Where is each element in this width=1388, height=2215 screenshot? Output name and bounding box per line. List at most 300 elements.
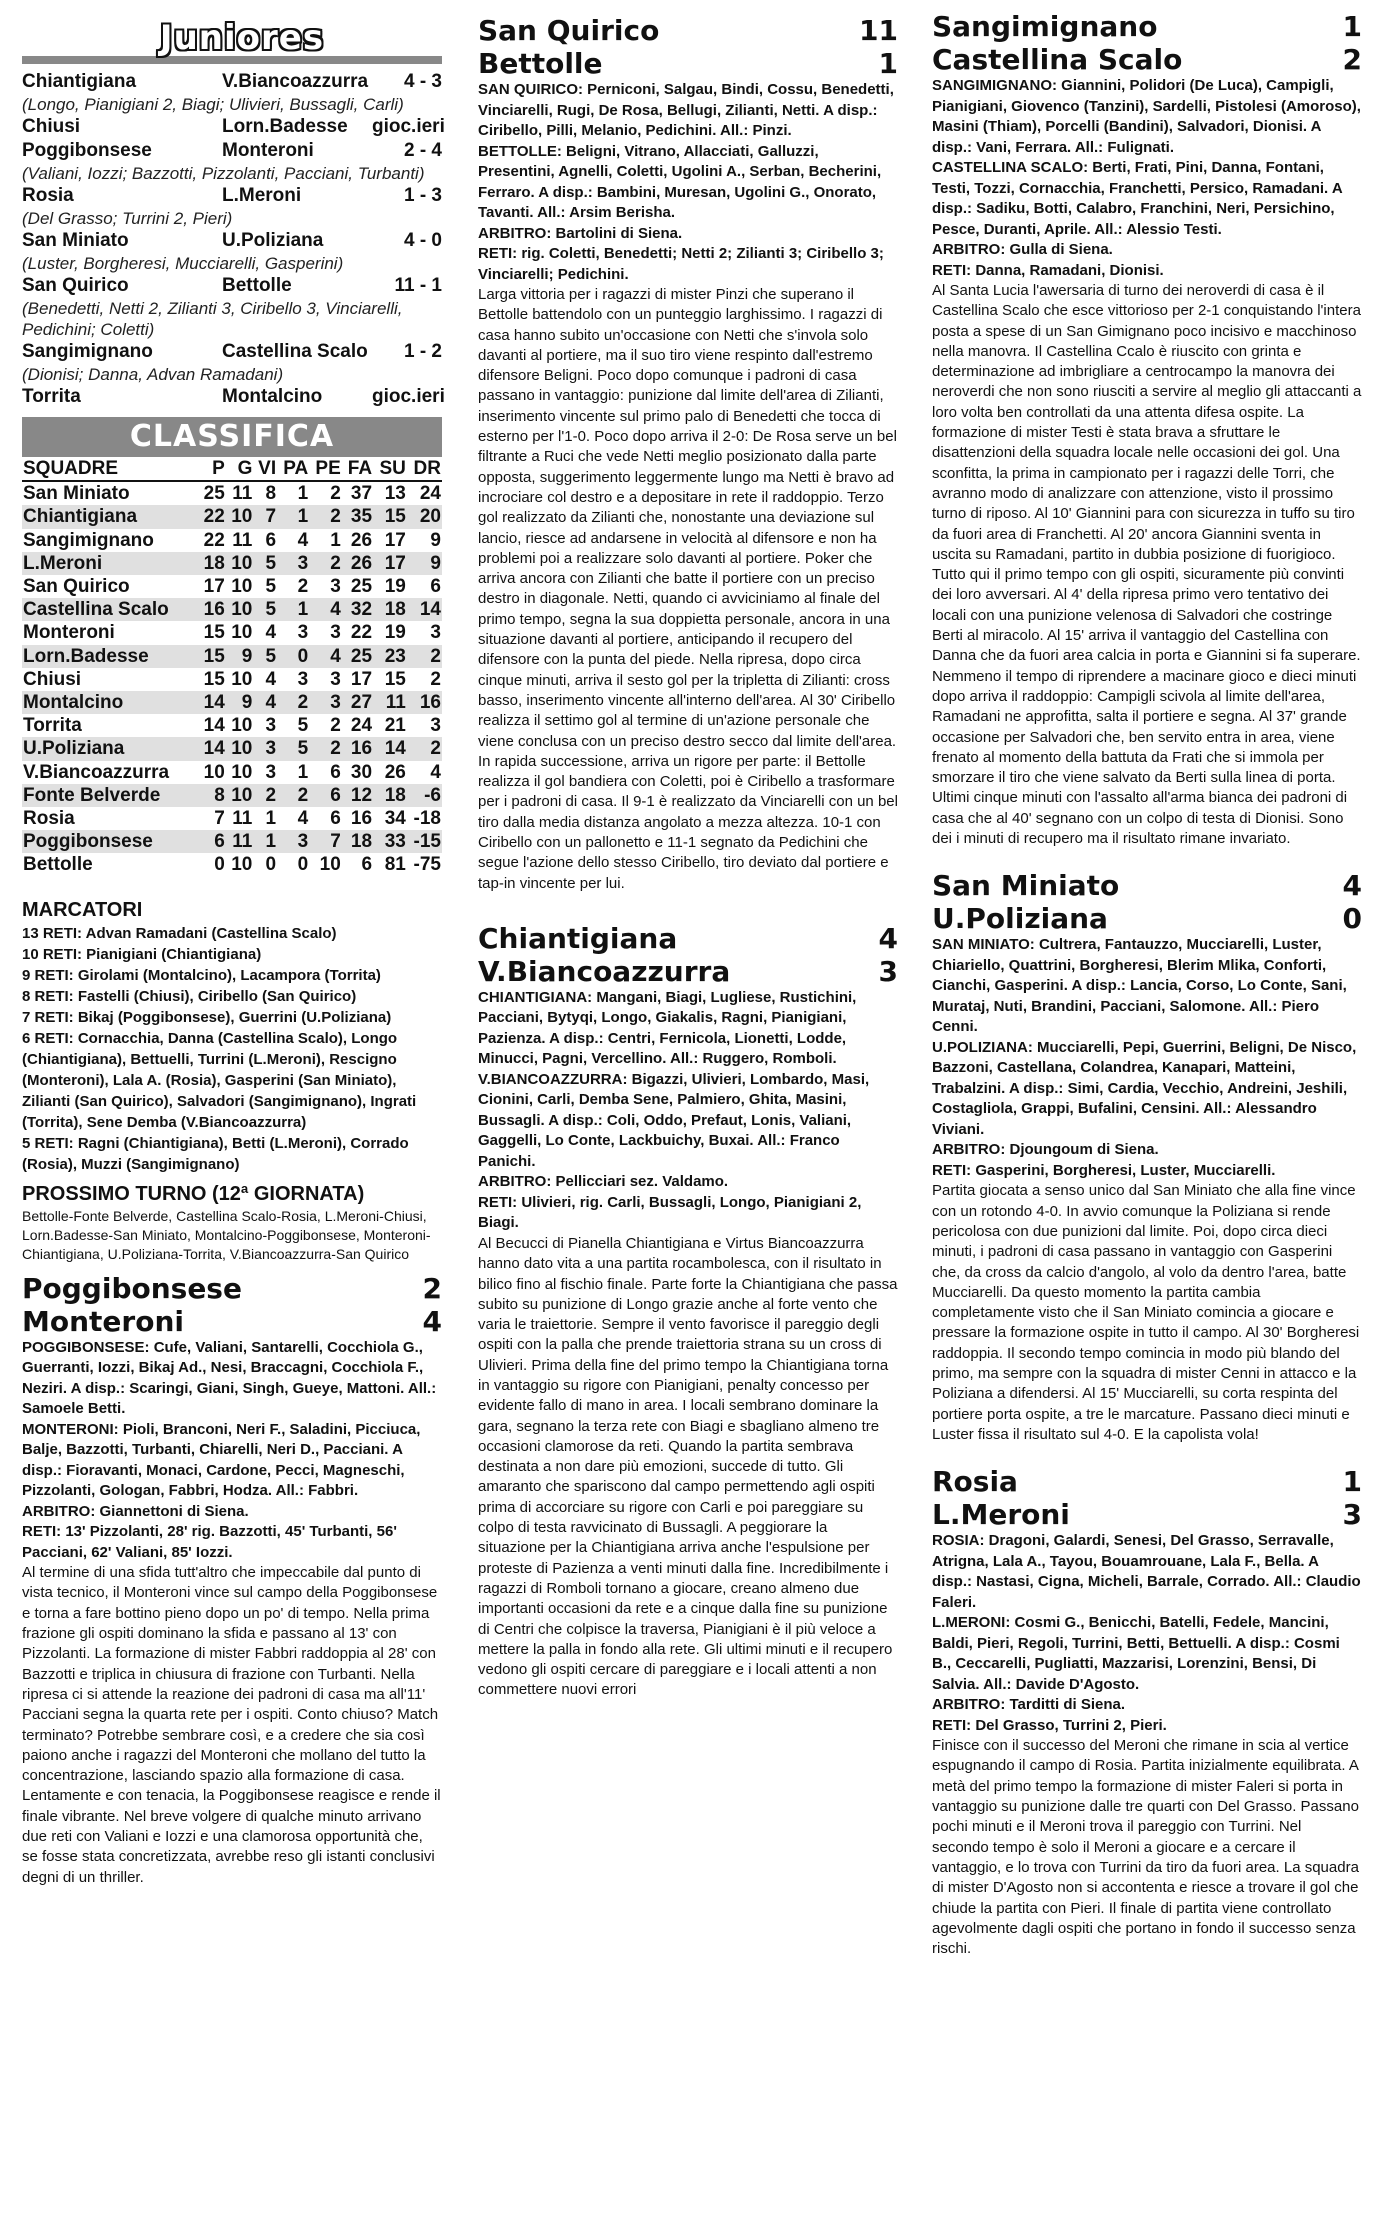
stat-cell: 5: [265, 599, 277, 621]
lineup-home: ROSIA: Dragoni, Galardi, Senesi, Del Grasso, Serravalle, Atrigna, Lala A., Tayou, Bouamrouane, Lala F., Bella. A disp.: Nastasi, Cigna, Micheli, Barrale, Corrado. All.: Claudio Faleri.: [932, 1532, 1361, 1611]
match-sanquirico-bettolle: [478, 14, 898, 894]
stat-cell: 15: [384, 668, 406, 690]
standings-row: [22, 761, 442, 784]
standings-row: [22, 784, 442, 807]
stat-cell: 10: [319, 854, 341, 876]
stat-cell: 24: [350, 715, 373, 737]
lineup-away: L.MERONI: Cosmi G., Benicchi, Batelli, Fedele, Mancini, Baldi, Pieri, Regoli, Turrini, Betti, Bettuelli. A disp.: Cosmi B., Ceccarelli, Pugliatti, Mazzarisi, Lorenzini, Bensi, Di Salvia. All.: Davide D'Agosto.: [932, 1614, 1340, 1693]
home-team: Torrita: [22, 386, 81, 407]
col-header: DR: [407, 457, 442, 481]
stat-cell: 8: [265, 483, 277, 505]
away-goals: 2: [1342, 43, 1362, 76]
standings-row: [22, 737, 442, 760]
stat-cell: 5: [265, 645, 277, 667]
home-team: Chiantigiana: [478, 921, 678, 955]
marcatori-item: 7 RETI: Bikaj (Poggibonsese), Guerrini (U.Poliziana): [22, 1008, 392, 1026]
stat-cell: 0: [297, 645, 309, 667]
standings-row: [22, 691, 442, 714]
stat-cell: 3: [330, 668, 341, 690]
lineup-home: SAN MINIATO: Cultrera, Fantauzzo, Mucciarelli, Luster, Chiariello, Quattrini, Borgheresi, Blerim Mlika, Conforti, Cianchi, Gasperini. A disp.: Lancia, Corso, Lo Conte, Sani, Murataj, Nuti, Brandini, Pacciani, Salomone. All.: Piero Cenni.: [932, 936, 1347, 1036]
stat-cell: 16: [419, 692, 441, 714]
stat-cell: 12: [350, 784, 373, 806]
away-goals: 3: [1342, 1498, 1362, 1532]
home-team: Poggibonsese: [22, 140, 152, 161]
stat-cell: 11: [232, 831, 253, 853]
stat-cell: 37: [350, 483, 373, 505]
home-team: Poggibonsese: [22, 1271, 242, 1305]
match-lineups: [932, 76, 1362, 281]
team-name: Montalcino: [23, 692, 124, 714]
away-team: Castellina Scalo: [222, 341, 368, 362]
home-goals: 4: [1342, 869, 1362, 903]
stat-cell: 17: [350, 668, 373, 690]
away-team: Bettolle: [478, 47, 603, 80]
home-team: Chiusi: [22, 116, 81, 137]
stat-cell: 35: [350, 506, 373, 528]
stat-cell: 2: [330, 506, 341, 528]
stat-cell: 24: [419, 483, 441, 505]
stat-cell: 17: [384, 552, 406, 574]
away-goals: 3: [878, 954, 898, 988]
score: gioc.ieri: [372, 116, 445, 137]
marcatori-item: 5 RETI: Ragni (Chiantigiana), Betti (L.Meroni), Corrado (Rosia), Muzzi (Sangimignano): [22, 1134, 409, 1173]
stat-cell: 14: [203, 692, 225, 714]
match-rosia-meroni: [932, 1465, 1362, 1959]
match-report: Partita giocata a senso unico dal San Miniato che alla fine vince con un rotondo 4-0. In avvio comunque la Poliziana si rende pericolosa con due punizioni dal limite. Poi, dopo circa dieci minuti, i padroni di casa passano in vantaggio con Gasperini che, da cross da calcio d'angolo, al volo da dentro l'area, batte Mucciarelli. Da questo momento la partita cambia completamente visto che il San Miniato comincia a giocare e pressare la formazione ospite in tutto il campo. Al 30' Borgheresi raddoppia. Il secondo tempo comincia in modo più blando del primo, ma sempre con la squadra di mister Cenni in attacco e la Poliziana a difendersi. Al 15' Mucciarelli, su corta respinta del portiere porta ospite, a tre le marcature. Passano dieci minuti e Luster fissa il risultato sul 4-0. E la capolista vola!: [932, 1182, 1360, 1443]
home-goals: 1: [1342, 10, 1362, 43]
stat-cell: 2: [297, 576, 309, 598]
stat-cell: 3: [297, 622, 309, 644]
referee: ARBITRO: Gulla di Siena.: [932, 241, 1113, 258]
lineup-home: SAN QUIRICO: Perniconi, Salgau, Bindi, Cossu, Benedetti, Vinciarelli, Rugi, De Rosa, Bellugi, Zilianti, Netti. A disp.: Ciribello, Pilli, Melanio, Pedichini. All.: Pinzi.: [478, 81, 894, 139]
stat-cell: 4: [297, 808, 309, 830]
match-lineups: [478, 988, 898, 1234]
stat-cell: 7: [330, 831, 341, 853]
stat-cell: 1: [297, 483, 309, 505]
stat-cell: 9: [241, 692, 253, 714]
scorers: (Luster, Borgheresi, Mucciarelli, Gasperini): [22, 254, 344, 273]
stat-cell: 3: [430, 622, 441, 644]
stat-cell: 1: [297, 761, 309, 783]
stat-cell: 10: [231, 761, 253, 783]
stat-cell: 10: [231, 715, 253, 737]
stat-cell: 4: [265, 622, 277, 644]
home-team: Sangimignano: [22, 341, 153, 362]
stat-cell: 2: [330, 483, 341, 505]
stat-cell: 6: [430, 576, 441, 598]
home-team: Chiantigiana: [22, 71, 137, 92]
away-team: U.Poliziana: [932, 902, 1108, 936]
stat-cell: 3: [297, 831, 309, 853]
away-team: V.Biancoazzurra: [222, 71, 369, 92]
stat-cell: 4: [265, 692, 277, 714]
stat-cell: 9: [430, 552, 441, 574]
stat-cell: 26: [350, 529, 373, 551]
team-name: U.Poliziana: [23, 738, 125, 760]
match-lineups: [932, 1531, 1362, 1736]
stat-cell: 11: [232, 483, 253, 505]
away-team: Monteroni: [222, 140, 314, 161]
stat-cell: 2: [430, 645, 441, 667]
team-name: Castellina Scalo: [23, 599, 169, 621]
stat-cell: 2: [430, 738, 441, 760]
goals: RETI: rig. Coletti, Benedetti; Netti 2; Zilianti 3; Ciribello 3; Vinciarelli; Pedichini.: [478, 245, 884, 283]
stat-cell: 6: [214, 831, 225, 853]
stat-cell: 5: [265, 552, 277, 574]
standings-row: [22, 714, 442, 737]
result-item: [22, 184, 442, 229]
home-team: San Miniato: [932, 869, 1120, 903]
stat-cell: 0: [265, 854, 277, 876]
stat-cell: 25: [350, 645, 373, 667]
stat-cell: 14: [384, 738, 406, 760]
stat-cell: 18: [350, 831, 373, 853]
match-sangimignano-castellina: [932, 10, 1362, 849]
standings-row: [22, 853, 442, 876]
stat-cell: 17: [384, 529, 406, 551]
stat-cell: 3: [265, 715, 277, 737]
stat-cell: 16: [350, 808, 373, 830]
stat-cell: 26: [350, 552, 373, 574]
match-lineups: [478, 80, 898, 285]
standings-row: [22, 529, 442, 552]
lineup-away: CASTELLINA SCALO: Berti, Frati, Pini, Danna, Fontani, Testi, Tozzi, Cornacchia, Franchetti, Persico, Ramadani. A disp.: Sadiku, Botti, Calabro, Franchini, Neri, Persichino, Pesce, Duranti, Aprile. All.: Alessio Testi.: [932, 159, 1343, 238]
stat-cell: 22: [350, 622, 373, 644]
stat-cell: 2: [265, 784, 277, 806]
column-middle: [478, 0, 898, 1701]
referee: ARBITRO: Pellicciari sez. Valdamo.: [478, 1173, 729, 1191]
away-goals: 4: [422, 1304, 442, 1338]
column-right: [932, 0, 1362, 1959]
away-team: Lorn.Badesse: [222, 116, 348, 137]
team-name: San Quirico: [23, 576, 130, 598]
match-report: Al Becucci di Pianella Chiantigiana e Virtus Biancoazzurra hanno dato vita a una partita rocambolesca, con il risultato in bilico fino al fischio finale. Parte forte la Chiantigiana che passa subito su punizione di Longo grazie anche al forte vento che varia le traiettorie. Sempre il vento favorisce il pareggio degli ospiti con la palla che prende traiettoria strana su un cross di Ulivieri. Prima della fine del primo tempo la Chiantigiana torna in vantaggio su rigore con Pianigiani, penalty concesso per evidente fallo di mano in area. I locali sembrano dominare la gara, segnano la terza rete con Biagi e sbagliano almeno tre occasioni clamorose da reti. Quando la partita sembrava destinata a non dare più emozioni, succede di tutto. Gli amaranto che sparisconο dal campo permettendo agli ospiti prima di accorciare su rigore con Carli e poi pareggiare su colpo di testa ravvicinato di Bussagli. A peggiorare la situazione per la Chiantigiana arriva anche l'espulsione per proteste di Pazienza a venti minuti dalla fine. Incredibilmente i ragazzi di Romboli tornano a giocare, creano almeno due importanti occasioni da rete e a cinque dalla fine su punizione di Centri che colpisce la traversa, Pianigiani è il più veloce a mettere la palla in fondo alla rete. Gli ultimi minuti e il recupero vedono gli ospiti cercare di pareggiare e i locali attenti a non commettere nuovi errori: [478, 1234, 898, 1699]
stat-cell: 32: [350, 599, 373, 621]
juniores-title: Juniores: [92, 16, 392, 60]
stat-cell: 6: [265, 529, 277, 551]
team-name: Rosia: [23, 808, 75, 830]
home-team: Rosia: [22, 185, 74, 206]
marcatori-item: 10 RETI: Pianigiani (Chiantigiana): [22, 945, 262, 963]
home-goals: 1: [1342, 1465, 1362, 1499]
stat-cell: 11: [232, 808, 253, 830]
stat-cell: 5: [297, 715, 309, 737]
score: gioc.ieri: [372, 386, 445, 407]
home-team: Sangimignano: [932, 10, 1158, 43]
stat-cell: 3: [330, 622, 341, 644]
team-name: Sangimignano: [23, 529, 154, 551]
lineup-away: U.POLIZIANA: Mucciarelli, Pepi, Guerrini, Beligni, De Nisco, Bazzoni, Castellana, Colandrea, Kanapari, Matteini, Trabalzini. A disp.: Simi, Cardia, Vecchio, Andreini, Jeshili, Costagliola, Grappi, Bufalini, Censini. All.: Alessandro Viviani.: [932, 1038, 1357, 1138]
stat-cell: 8: [214, 784, 225, 806]
stat-cell: 18: [203, 552, 225, 574]
stat-cell: 14: [419, 599, 441, 621]
stat-cell: 3: [330, 692, 341, 714]
col-header: SQUADRE: [22, 457, 198, 481]
marcatori-list: [22, 923, 442, 1175]
classifica-title: CLASSIFICA: [22, 417, 442, 457]
standings-row: [22, 552, 442, 575]
stat-cell: 18: [384, 599, 406, 621]
stat-cell: 4: [330, 599, 341, 621]
scorers: (Valiani, Iozzi; Bazzotti, Pizzolanti, Pacciani, Turbanti): [22, 164, 425, 183]
stat-cell: 6: [361, 854, 373, 876]
scorers: (Dionisi; Danna, Advan Ramadani): [22, 365, 284, 384]
prossimo-turno-title: PROSSIMO TURNO (12ª GIORNATA): [22, 1182, 365, 1205]
result-item: [22, 115, 445, 139]
stat-cell: 4: [297, 529, 309, 551]
referee: ARBITRO: Tarditti di Siena.: [932, 1696, 1126, 1714]
stat-cell: 10: [231, 668, 253, 690]
stat-cell: 9: [241, 645, 253, 667]
away-goals: 0: [1342, 902, 1362, 936]
result-item: [22, 229, 442, 274]
stat-cell: 19: [384, 622, 406, 644]
scorers: (Del Grasso; Turrini 2, Pieri): [22, 209, 233, 228]
home-goals: 2: [422, 1271, 442, 1305]
match-lineups: [22, 1338, 442, 1564]
stat-cell: 21: [384, 715, 406, 737]
col-header: P: [198, 457, 226, 481]
stat-cell: 15: [203, 622, 225, 644]
stat-cell: 16: [350, 738, 373, 760]
stat-cell: 3: [265, 738, 277, 760]
match-report: Larga vittoria per i ragazzi di mister Pinzi che superano il Bettolle battendolo con un punteggio larghissimo. I ragazzi di casa hanno subito un'occasione con Netti che s'invola solo davanti al portiere, ma il suo tiro viene respinto dall'estremo difensore Beligni. Poco dopo comunque i padroni di casa passano in vantaggio: punizione dal limite dell'area di Zilianti, inserimento vincente sul primo palo di Benedetti che tocca di esterno per l'1-0. Poco dopo arriva il 2-0: De Rosa serve un bel filtrante a Ruci che vede Netti meglio posizionato dalla parte opposta, suggerimento leggermente lungo ma Netti è bravo ad incrociare col destro e a depositare in rete il raddoppio. Terzo gol realizzato da Zilianti che, nonostante una deviazione sul lancio, riesce ad andarsene in velocità al difensore e non ha problemi poi a realizzare solo davanti al portiere. Poker che arriva ancora con Zilianti che batte il portiere con un preciso destro in diagonale. Netti, quando ci avviciniamo al finale del primo tempo, segna la sua doppietta personale, ancora in una situazione davanti al portiere, anticipando il recupero del difensore con la punta del piede. Nella ripresa, dopo circa cinque minuti, arriva il sesto gol per la tripletta di Zilianti: cross basso, inserimento vincente all'interno dell'area. Al 30' Ciribello realizza il settimo gol al termine di un'azione personale che viene conclusa con un preciso destro secco dal limite dell'area. In rapida successione, arriva un rigore per parte: il Bettolle realizza il gol bandiera con Coletti, poi è Ciribello a trasformare per i padroni di casa. Il 9-1 è realizzato da Vinciarelli con un bel tiro dalla media distanza angolato a mezza altezza. 10-1 con Ciribello con un pallonetto e 11-1 segnato da Pedichini che segue l'azione dello stesso Ciribello, tiro deviato dal portiere e tap-in vincente per lui.: [478, 286, 898, 892]
stat-cell: 25: [203, 483, 225, 505]
stat-cell: 23: [384, 645, 406, 667]
team-name: Lorn.Badesse: [23, 645, 149, 667]
score: 2 - 4: [403, 140, 442, 161]
stat-cell: 15: [384, 506, 406, 528]
stat-cell: 10: [231, 738, 253, 760]
stat-cell: 11: [232, 529, 253, 551]
col-header: PA: [277, 457, 309, 481]
home-team: Rosia: [932, 1465, 1018, 1499]
marcatori-item: 6 RETI: Cornacchia, Danna (Castellina Scalo), Longo (Chiantigiana), Bettuelli, Turrini (L.Meroni), Rescigno (Monteroni), Lala A. (Rosia), Gasperini (San Miniato), Zilianti (San Quirico), Salvadori (Sangimignano), Ingrati (Torrita), Sene Demba (V.Biancoazzurra): [22, 1029, 417, 1131]
team-name: V.Biancoazzurra: [23, 761, 170, 783]
stat-cell: 33: [384, 831, 406, 853]
referee: ARBITRO: Bartolini di Siena.: [478, 224, 683, 242]
stat-cell: 3: [265, 761, 277, 783]
stat-cell: -6: [424, 784, 441, 806]
stat-cell: 4: [330, 645, 341, 667]
team-name: Bettolle: [23, 854, 93, 876]
standings-header-row: [22, 457, 442, 481]
away-goals: 1: [878, 47, 898, 80]
score: 1 - 3: [403, 185, 442, 206]
stat-cell: 25: [350, 576, 373, 598]
stat-cell: 14: [203, 738, 225, 760]
col-header: SU: [373, 457, 407, 481]
team-name: San Miniato: [23, 483, 130, 505]
stat-cell: 3: [330, 576, 341, 598]
result-item: [22, 340, 442, 385]
result-item: [22, 139, 442, 184]
lineup-home: CHIANTIGIANA: Mangani, Biagi, Lugliese, Rustichini, Pacciani, Bytyqi, Longo, Giakalis, Ragni, Pianigiani, Pazienza. A disp.: Centri, Fernicola, Lionetti, Lodde, Minucci, Pagni, Vercellino. All.: Ruggero, Romboli.: [478, 988, 857, 1068]
stat-cell: 2: [330, 715, 341, 737]
stat-cell: 4: [430, 761, 441, 783]
home-goals: 4: [878, 921, 898, 955]
standings-row: [22, 668, 442, 691]
stat-cell: 22: [203, 529, 225, 551]
home-team: San Quirico: [478, 14, 660, 47]
stat-cell: 11: [385, 692, 406, 714]
stat-cell: 34: [384, 808, 406, 830]
standings-row: [22, 807, 442, 830]
referee: ARBITRO: Giannettoni di Siena.: [22, 1502, 249, 1520]
marcatori-item: 9 RETI: Girolami (Montalcino), Lacampora (Torrita): [22, 966, 381, 984]
home-team: San Miniato: [22, 230, 129, 251]
stat-cell: 10: [231, 854, 253, 876]
stat-cell: 3: [297, 668, 309, 690]
match-lineups: [932, 935, 1362, 1181]
lineup-away: MONTERONI: Pioli, Branconi, Neri F., Saladini, Picciuca, Balje, Bazzotti, Turbanti, Chiarelli, Neri D., Pacciani. A disp.: Fioravanti, Monaci, Cardone, Pecci, Magneschi, Pizzolanti, Gologan, Fabbri, Hodza. All.: Fabbri.: [22, 1420, 421, 1500]
standings-row: [22, 621, 442, 644]
stat-cell: 27: [350, 692, 373, 714]
stat-cell: 4: [265, 668, 277, 690]
stat-cell: 3: [430, 715, 441, 737]
lineup-away: BETTOLLE: Beligni, Vitrano, Allacciati, Galluzzi, Presentini, Agnelli, Coletti, Ugolini A., Serban, Becherini, Ferraro. A disp.: Bambini, Muresan, Ugolini G., Onorato, Tavanti. All.: Arsim Berisha.: [478, 142, 882, 221]
team-name: Monteroni: [23, 622, 115, 644]
stat-cell: 10: [231, 784, 253, 806]
referee: ARBITRO: Djoungoum di Siena.: [932, 1141, 1159, 1159]
goals: RETI: Danna, Ramadani, Dionisi.: [932, 261, 1164, 279]
prossimo-turno-text: Bettolle-Fonte Belverde, Castellina Scalo-Rosia, L.Meroni-Chiusi, Lorn.Badesse-San Miniato, Montalcino-Poggibonsese, Monteroni-Chiantigiana, U.Poliziana-Torrita, V.Biancoazzurra-San Quirico: [22, 1207, 431, 1262]
home-goals: 11: [859, 14, 898, 47]
col-header: VI: [253, 457, 277, 481]
marcatori-item: 13 RETI: Advan Ramadani (Castellina Scalo): [22, 924, 337, 942]
score: 4 - 3: [403, 71, 442, 92]
standings-row: [22, 575, 442, 598]
away-team: Monteroni: [22, 1304, 184, 1338]
stat-cell: -15: [413, 831, 441, 853]
stat-cell: 1: [265, 808, 277, 830]
result-item: [22, 70, 442, 115]
standings-row: [22, 645, 442, 668]
scorers: (Longo, Pianigiani 2, Biagi; Ulivieri, Bussagli, Carli): [22, 95, 404, 114]
stat-cell: 3: [297, 552, 309, 574]
stat-cell: 14: [203, 715, 225, 737]
stat-cell: 0: [297, 854, 309, 876]
standings-row: [22, 830, 442, 853]
stat-cell: 19: [384, 576, 406, 598]
standings-row: [22, 505, 442, 528]
team-name: Fonte Belverde: [23, 784, 161, 806]
stat-cell: 10: [231, 599, 253, 621]
away-team: Castellina Scalo: [932, 43, 1183, 76]
score: 1 - 2: [403, 341, 442, 362]
match-report: Al termine di una sfida tutt'altro che impeccabile dal punto di vista tecnico, il Monteroni vince sul campo della Poggibonsese e torna a fare bottino pieno dopo un po' di tempo. Nella prima frazione gli ospiti dominano la sfida e passano al 13' con Pizzolanti. La formazione di mister Fabbri raddoppia al 28' con Bazzotti e triplica in chiusura di frazione con Turbanti. Nella ripresa ci si attende la reazione dei padroni di casa ma all'11' Pacciani segna la quarta rete per i ospiti. Conto chiuso? Match terminato? Potrebbe sembrare così, e a credere che sia così paiono anche i ragazzi del Monteroni che mollano del tutto la concentrazione, lasciando spazio alla formazione di casa. Lentamente e con tenacia, la Poggibonsese reagisce e rende il finale vibrante. Nel breve volgere di qualche minuto arrivano due reti con Valiani e Iozzi e una clamorosa opportunità che, se fosse stata concretizzata, avrebbe reso gli istanti conclusivi degni di un thriller.: [22, 1564, 441, 1886]
stat-cell: 26: [384, 761, 406, 783]
match-report: Al Santa Lucia l'awersaria di turno dei neroverdi di casa è il Castellina Scalo che esce vittorioso per 2-1 conquistando l'intera posta a spese di un San Gimignano poco incisivo e macchinoso nella manovra. Il Castellina Ccalo è riuscito con grinta e determinazione ad imbrigliare a centrocampo la manovra dei neroverdi che non sono riusciti a servire al meglio gli attaccanti a loro volta ben controllati da una attenta difesa ospite. La formazione di mister Testi è stata brava a sfruttare le disattenzioni della squadra locale nelle occasioni dei gol. Una sconfitta, la prima in campionato per i ragazzi delle Torri, che avranno modo di analizzare con attenzione, visto il prossimo turno di riposo. Al 10' Giannini para con sicurezza in tuffo su tiro da fuori area di Franchetti. Al 20' ancora Giannini sventa in uscita su Ramadani, partito in dubbia posizione di fuorigioco. Tutto qui il primo tempo con gli ospiti, sicuramente più convinti dei loro avversari. Al 4' della ripresa primo vero tentativo dei locali con una punizione velenosa di Salvadori che costringe Berti al miracolo. Al 15' arriva il vantaggio del Castellina con Danna che da fuori area calcia in porta e Giannini si fa superare. Nemmeno il tempo di riprendere a macinare gioco e dieci minuti dopo arriva il raddoppio: Campigli scivola al limite dell'area, Ramadani ne approfitta, salta il portiere e segna. Al 37' grande occasione per Salvadori che, ben servito entra in area, viene frenato al momento della battuta da Frati che si immola per smorzare il tiro che viene salvato da Berti sulla linea di porta. Ultimi cinque minuti con l'assalto all'arma bianca dei padroni di casa che al 40' segnano con un colpo di testa di Dionisi. Sono dei i minuti di recupero ma il risultato rimane invariato.: [932, 282, 1362, 848]
lineup-home: POGGIBONSESE: Cufe, Valiani, Santarelli, Cocchiola G., Guerranti, Iozzi, Bikaj Ad., Nesi, Braccagni, Cocchiola F., Neziri. A disp.: Scaringi, Giani, Singh, Gueye, Mattoni. All.: Samoele Betti.: [22, 1338, 437, 1418]
team-name: Poggibonsese: [23, 831, 153, 853]
stat-cell: -18: [413, 808, 441, 830]
team-name: Chiantigiana: [23, 506, 138, 528]
result-item: [22, 385, 445, 409]
match-poggibonsese-monteroni: [22, 1272, 442, 1888]
stat-cell: 7: [214, 808, 225, 830]
stat-cell: 6: [330, 761, 341, 783]
marcatori-title: MARCATORI: [22, 898, 143, 921]
match-chiantigiana-biancoazzurra: [478, 922, 898, 1701]
stat-cell: 2: [330, 552, 341, 574]
stat-cell: 10: [231, 576, 253, 598]
lineup-away: V.BIANCOAZZURRA: Bigazzi, Ulivieri, Lombardo, Masi, Cionini, Carli, Demba Sene, Palmiero, Ghita, Masini, Bussagli. A disp.: Coli, Oddo, Prefaut, Lonis, Valiani, Gaggelli, Lo Conte, Lackbuichy, Buxai. All.: Franco Panichi.: [478, 1070, 870, 1170]
away-team: Bettolle: [222, 275, 292, 296]
lineup-home: SANGIMIGNANO: Giannini, Polidori (De Luca), Campigli, Pianigiani, Giovenco (Tanzini), Sardelli, Pistolesi (Amoroso), Masini (Thiam), Porcelli (Bandini), Salvadori, Dionisi. A disp.: Vani, Ferrara. All.: Fulignati.: [932, 77, 1361, 156]
stat-cell: 1: [297, 506, 309, 528]
stat-cell: 22: [203, 506, 225, 528]
stat-cell: 9: [430, 529, 441, 551]
stat-cell: 6: [330, 808, 341, 830]
stat-cell: 1: [265, 831, 277, 853]
stat-cell: 2: [297, 692, 309, 714]
team-name: Chiusi: [23, 668, 82, 690]
scorers: (Benedetti, Netti 2, Zilianti 3, Ciribello 3, Vinciarelli, Pedichini; Coletti): [22, 299, 403, 339]
stat-cell: 7: [265, 506, 277, 528]
marcatori-item: 8 RETI: Fastelli (Chiusi), Ciribello (San Quirico): [22, 987, 357, 1005]
stat-cell: 20: [419, 506, 441, 528]
match-sanminiato-poliziana: [932, 869, 1362, 1445]
stat-cell: 5: [265, 576, 277, 598]
home-team: San Quirico: [22, 275, 129, 296]
stat-cell: 2: [330, 738, 341, 760]
stat-cell: 2: [297, 784, 309, 806]
stat-cell: 13: [384, 483, 406, 505]
stat-cell: 10: [231, 506, 253, 528]
column-left: [22, 0, 445, 1888]
stat-cell: 15: [203, 668, 225, 690]
stat-cell: -75: [413, 854, 441, 876]
col-header: G: [226, 457, 254, 481]
match-report: Finisce con il successo del Meroni che rimane in scia al vertice espugnando il campo di Rosia. Partita inizialmente equilibrata. A metà del primo tempo la formazione di mister Faleri si porta in vantaggio su punizione dalle tre quarti con Del Grasso. Passano pochi minuti e il Meroni trova il pareggio con Turrini. Nel secondo tempo è solo il Meroni a giocare e a cercare il vantaggio, e lo trova con Turrini da tiro da fuori area. La squadra di mister D'Agosto non si accontenta e riesce a trovare il gol che chiude la partita con Pieri. Il finale di partita viene controllato agevolmente dagli ospiti che portano in fondo il successo senza rischi.: [932, 1737, 1359, 1958]
goals: RETI: Del Grasso, Turrini 2, Pieri.: [932, 1716, 1167, 1734]
stat-cell: 1: [330, 529, 341, 551]
col-header: FA: [342, 457, 373, 481]
stat-cell: 6: [330, 784, 341, 806]
team-name: Torrita: [23, 715, 82, 737]
goals: RETI: Ulivieri, rig. Carli, Bussagli, Longo, Pianigiani 2, Biagi.: [478, 1193, 862, 1232]
stat-cell: 5: [297, 738, 309, 760]
team-name: L.Meroni: [23, 552, 103, 574]
stat-cell: 1: [297, 599, 309, 621]
standings-row: [22, 481, 442, 505]
score: 11 - 1: [394, 275, 442, 296]
stat-cell: 10: [203, 761, 225, 783]
standings-row: [22, 598, 442, 621]
away-team: L.Meroni: [932, 1498, 1070, 1532]
stat-cell: 81: [384, 854, 406, 876]
stat-cell: 18: [384, 784, 406, 806]
result-item: [22, 274, 442, 340]
stat-cell: 30: [350, 761, 373, 783]
score: 4 - 0: [403, 230, 442, 251]
standings-table: [22, 457, 442, 877]
stat-cell: 17: [203, 576, 225, 598]
stat-cell: 10: [231, 622, 253, 644]
stat-cell: 16: [203, 599, 225, 621]
stat-cell: 15: [203, 645, 225, 667]
stat-cell: 10: [231, 552, 253, 574]
goals: RETI: Gasperini, Borgheresi, Luster, Mucciarelli.: [932, 1161, 1276, 1179]
goals: RETI: 13' Pizzolanti, 28' rig. Bazzotti, 45' Turbanti, 56' Pacciani, 62' Valiani, 85' Iozzi.: [22, 1523, 397, 1561]
away-team: Montalcino: [222, 386, 323, 407]
results-list: [22, 70, 445, 409]
standings-body: [22, 481, 442, 876]
stat-cell: 2: [430, 668, 441, 690]
away-team: V.Biancoazzurra: [478, 954, 731, 988]
away-team: U.Poliziana: [222, 230, 324, 251]
